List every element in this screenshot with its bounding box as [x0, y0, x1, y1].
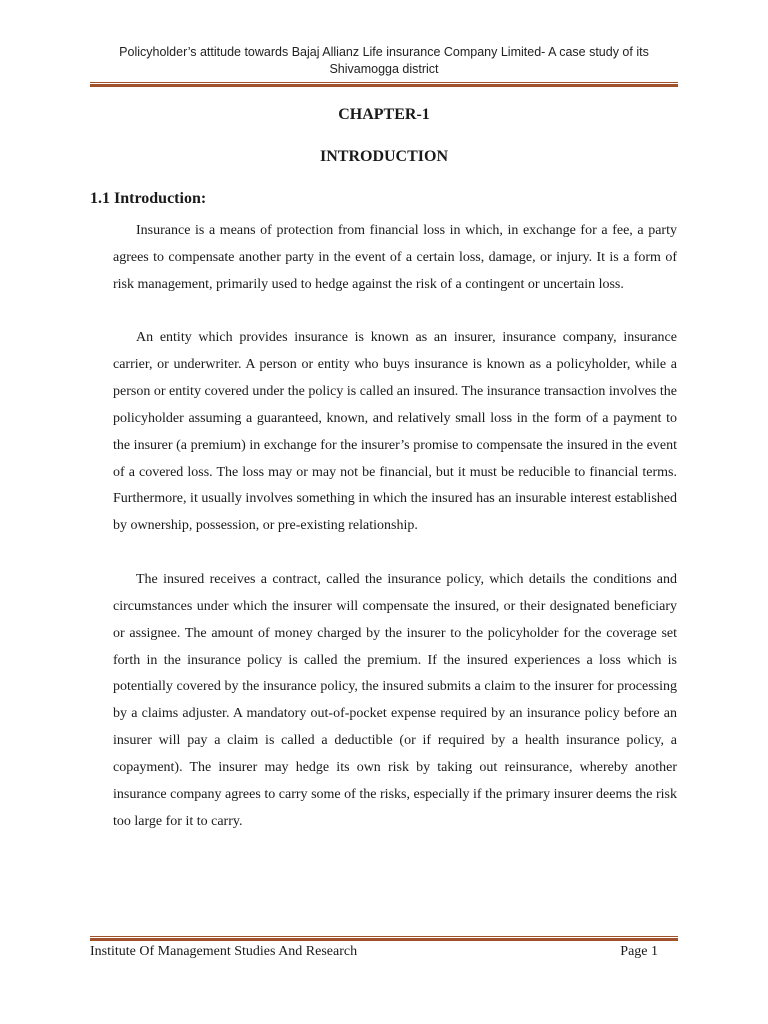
footer-rule [90, 936, 678, 941]
paragraph: Insurance is a means of protection from financial loss in which, in exchange for a fee, a party agrees to compensate another party in the event of a certain loss, damage, or injury. It is a form of risk management, primarily used to hedge against the risk of a contingent or uncertain loss. [113, 223, 677, 292]
paragraph: An entity which provides insurance is known as an insurer, insurance company, insurance carrier, or underwriter. A person or entity who buys insurance is known as a policyholder, while a person or entity covered under the policy is called an insured. The insurance transaction involves the policyholder assuming a guaranteed, known, and relatively small loss in the form of a payment to the insurer (a premium) in exchange for the insurer’s promise to compensate the insured in the event of a covered loss. The loss may or may not be financial, but it must be reducible to financial terms. Furthermore, it usually involves something in which the insured has an insurable interest established by ownership, possession, or pre-existing relationship. [113, 330, 677, 534]
paragraph: The insured receives a contract, called the insurance policy, which details the conditions and circumstances under which the insurer will compensate the insured, or their designated beneficiary or assignee. The amount of money charged by the insurer to the policyholder for the coverage set forth in the insurance policy is called the premium. If the insured experiences a loss which is potentially covered by the insurance policy, the insured submits a claim to the insurer for processing by a claims adjuster. A mandatory out-of-pocket expense required by an insurance policy before an insurer will pay a claim is called a deductible (or if required by a health insurance policy, a copayment). The insurer may hedge its own risk by taking out reinsurance, whereby another insurance company agrees to carry some of the risks, especially if the primary insurer deems the risk too large for it to carry. [113, 571, 677, 829]
chapter-title: INTRODUCTION [319, 148, 448, 165]
header-rule [90, 82, 678, 87]
footer-page-number: Page 1 [620, 944, 658, 959]
chapter-number: CHAPTER-1 [338, 106, 430, 123]
body-text [113, 218, 677, 862]
section-heading: 1.1 Introduction: [90, 190, 207, 207]
footer-institute: Institute Of Management Studies And Research [90, 944, 358, 959]
running-header: Policyholder’s attitude towards Bajaj Allianz Life insurance Company Limited- A case study of its Shivamogga district [119, 45, 649, 76]
